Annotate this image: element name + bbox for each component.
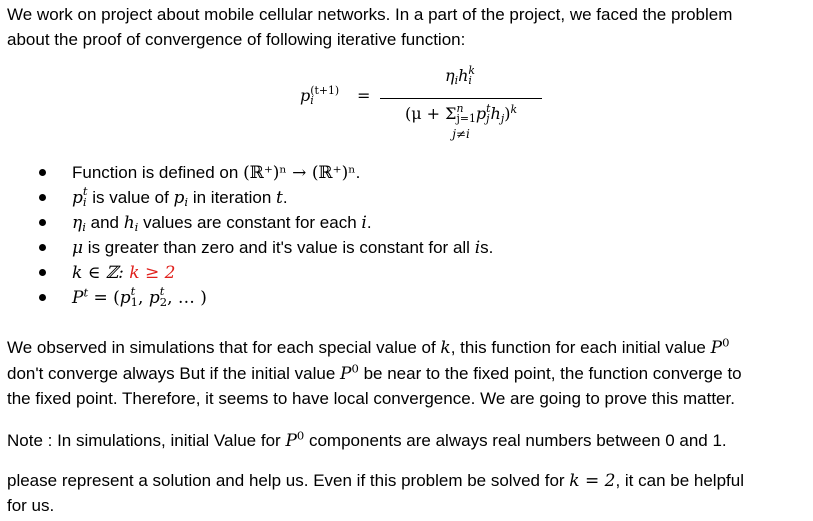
bullet-list	[0, 160, 800, 310]
para1-line-2: don't converge always But if the initial value $P^0$ be near to the fixed point, the function converge to	[7, 361, 742, 384]
bullet-dot	[39, 269, 46, 276]
note-line: Note : In simulations, initial Value for $P^0$ components are always real numbers between 0 and 1.	[7, 428, 727, 451]
bullet-dot	[39, 244, 46, 251]
para1-line-3: the fixed point. Therefore, it seems to have local convergence. We are going to prove this matter.	[7, 389, 735, 408]
bullet-dot	[39, 194, 46, 201]
bullet-k: k ∈ ℤ: k ≥ 2	[0, 260, 800, 285]
equation-denominator: (μ + Σ n j=1 p t j $h_j)^k$	[404, 102, 518, 125]
equation-numerator: $\eta_ih$ k i	[445, 64, 475, 87]
equation-lhs: p (t+1) i	[300, 84, 340, 107]
closing-line-2: for us.	[7, 496, 55, 515]
intro-line-2: about the proof of convergence of following iterative function:	[7, 30, 466, 49]
intro-line-1: We work on project about mobile cellular networks. In a part of the project, we faced the problem	[7, 5, 733, 24]
bullet-dot	[39, 169, 46, 176]
bullet-dot	[39, 219, 46, 226]
closing-line-1: please represent a solution and help us. Even if this problem be solved for k = 2, it can be helpful	[7, 471, 744, 491]
equation-equals: =	[357, 86, 371, 105]
bullet-dot	[39, 294, 46, 301]
bullet-constants: $\eta_i$ and $h_i$ values are constant for each i.	[0, 210, 800, 235]
sum-condition: j≠i	[452, 127, 470, 141]
para1-line-1: We observed in simulations that for each special value of k, this function for each initial value $P^0$	[7, 335, 730, 358]
bullet-domain: Function is defined on (ℝ⁺)ⁿ → (ℝ⁺)ⁿ.	[0, 160, 800, 185]
bullet-iteration: p t i is value of $p_i$ in iteration t.	[0, 185, 800, 210]
iterative-equation	[300, 64, 600, 146]
bullet-mu: μ is greater than zero and it's value is constant for all is.	[0, 235, 800, 260]
bullet-vector: $P^t = (p$ t 1 , p t 2 , … )	[0, 285, 800, 310]
fraction-bar	[380, 98, 542, 99]
